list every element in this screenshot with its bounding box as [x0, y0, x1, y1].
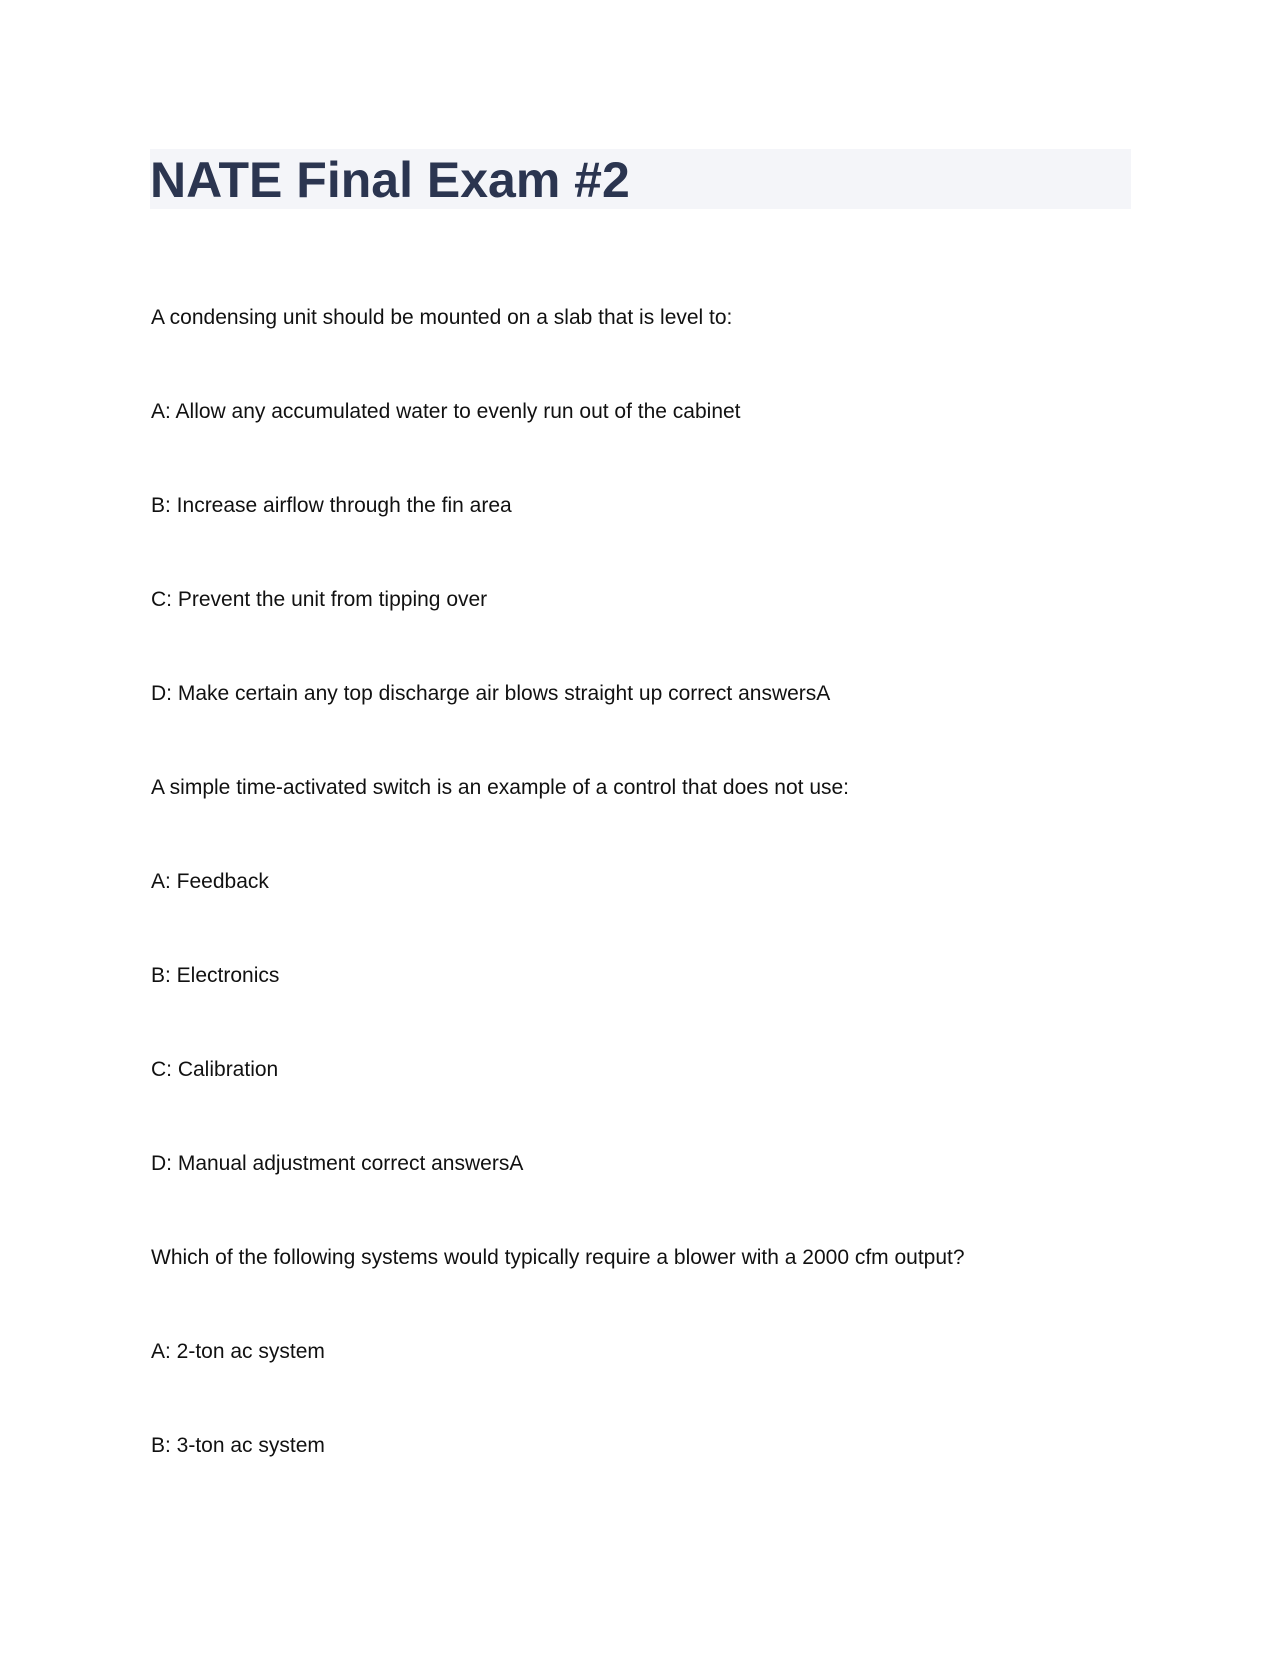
question-3-text: Which of the following systems would typically require a blower with a 2000 cfm output?: [151, 1246, 965, 1269]
question-1-option-a: A: Allow any accumulated water to evenly run out of the cabinet: [151, 400, 741, 423]
question-2-option-a: A: Feedback: [151, 870, 269, 893]
question-1-option-d: D: Make certain any top discharge air blows straight up correct answersA: [151, 682, 831, 705]
question-2-option-b: B: Electronics: [151, 964, 280, 987]
question-1-option-b: B: Increase airflow through the fin area: [151, 494, 512, 517]
document-title: NATE Final Exam #2: [150, 152, 630, 208]
question-1-option-c: C: Prevent the unit from tipping over: [151, 588, 488, 611]
question-2-option-c: C: Calibration: [151, 1058, 279, 1081]
question-2-option-d: D: Manual adjustment correct answersA: [151, 1152, 524, 1175]
question-2-text: A simple time-activated switch is an example of a control that does not use:: [151, 776, 850, 799]
question-3-option-b: B: 3-ton ac system: [151, 1434, 325, 1457]
question-3-option-a: A: 2-ton ac system: [151, 1340, 325, 1363]
question-1-text: A condensing unit should be mounted on a slab that is level to:: [151, 306, 733, 329]
